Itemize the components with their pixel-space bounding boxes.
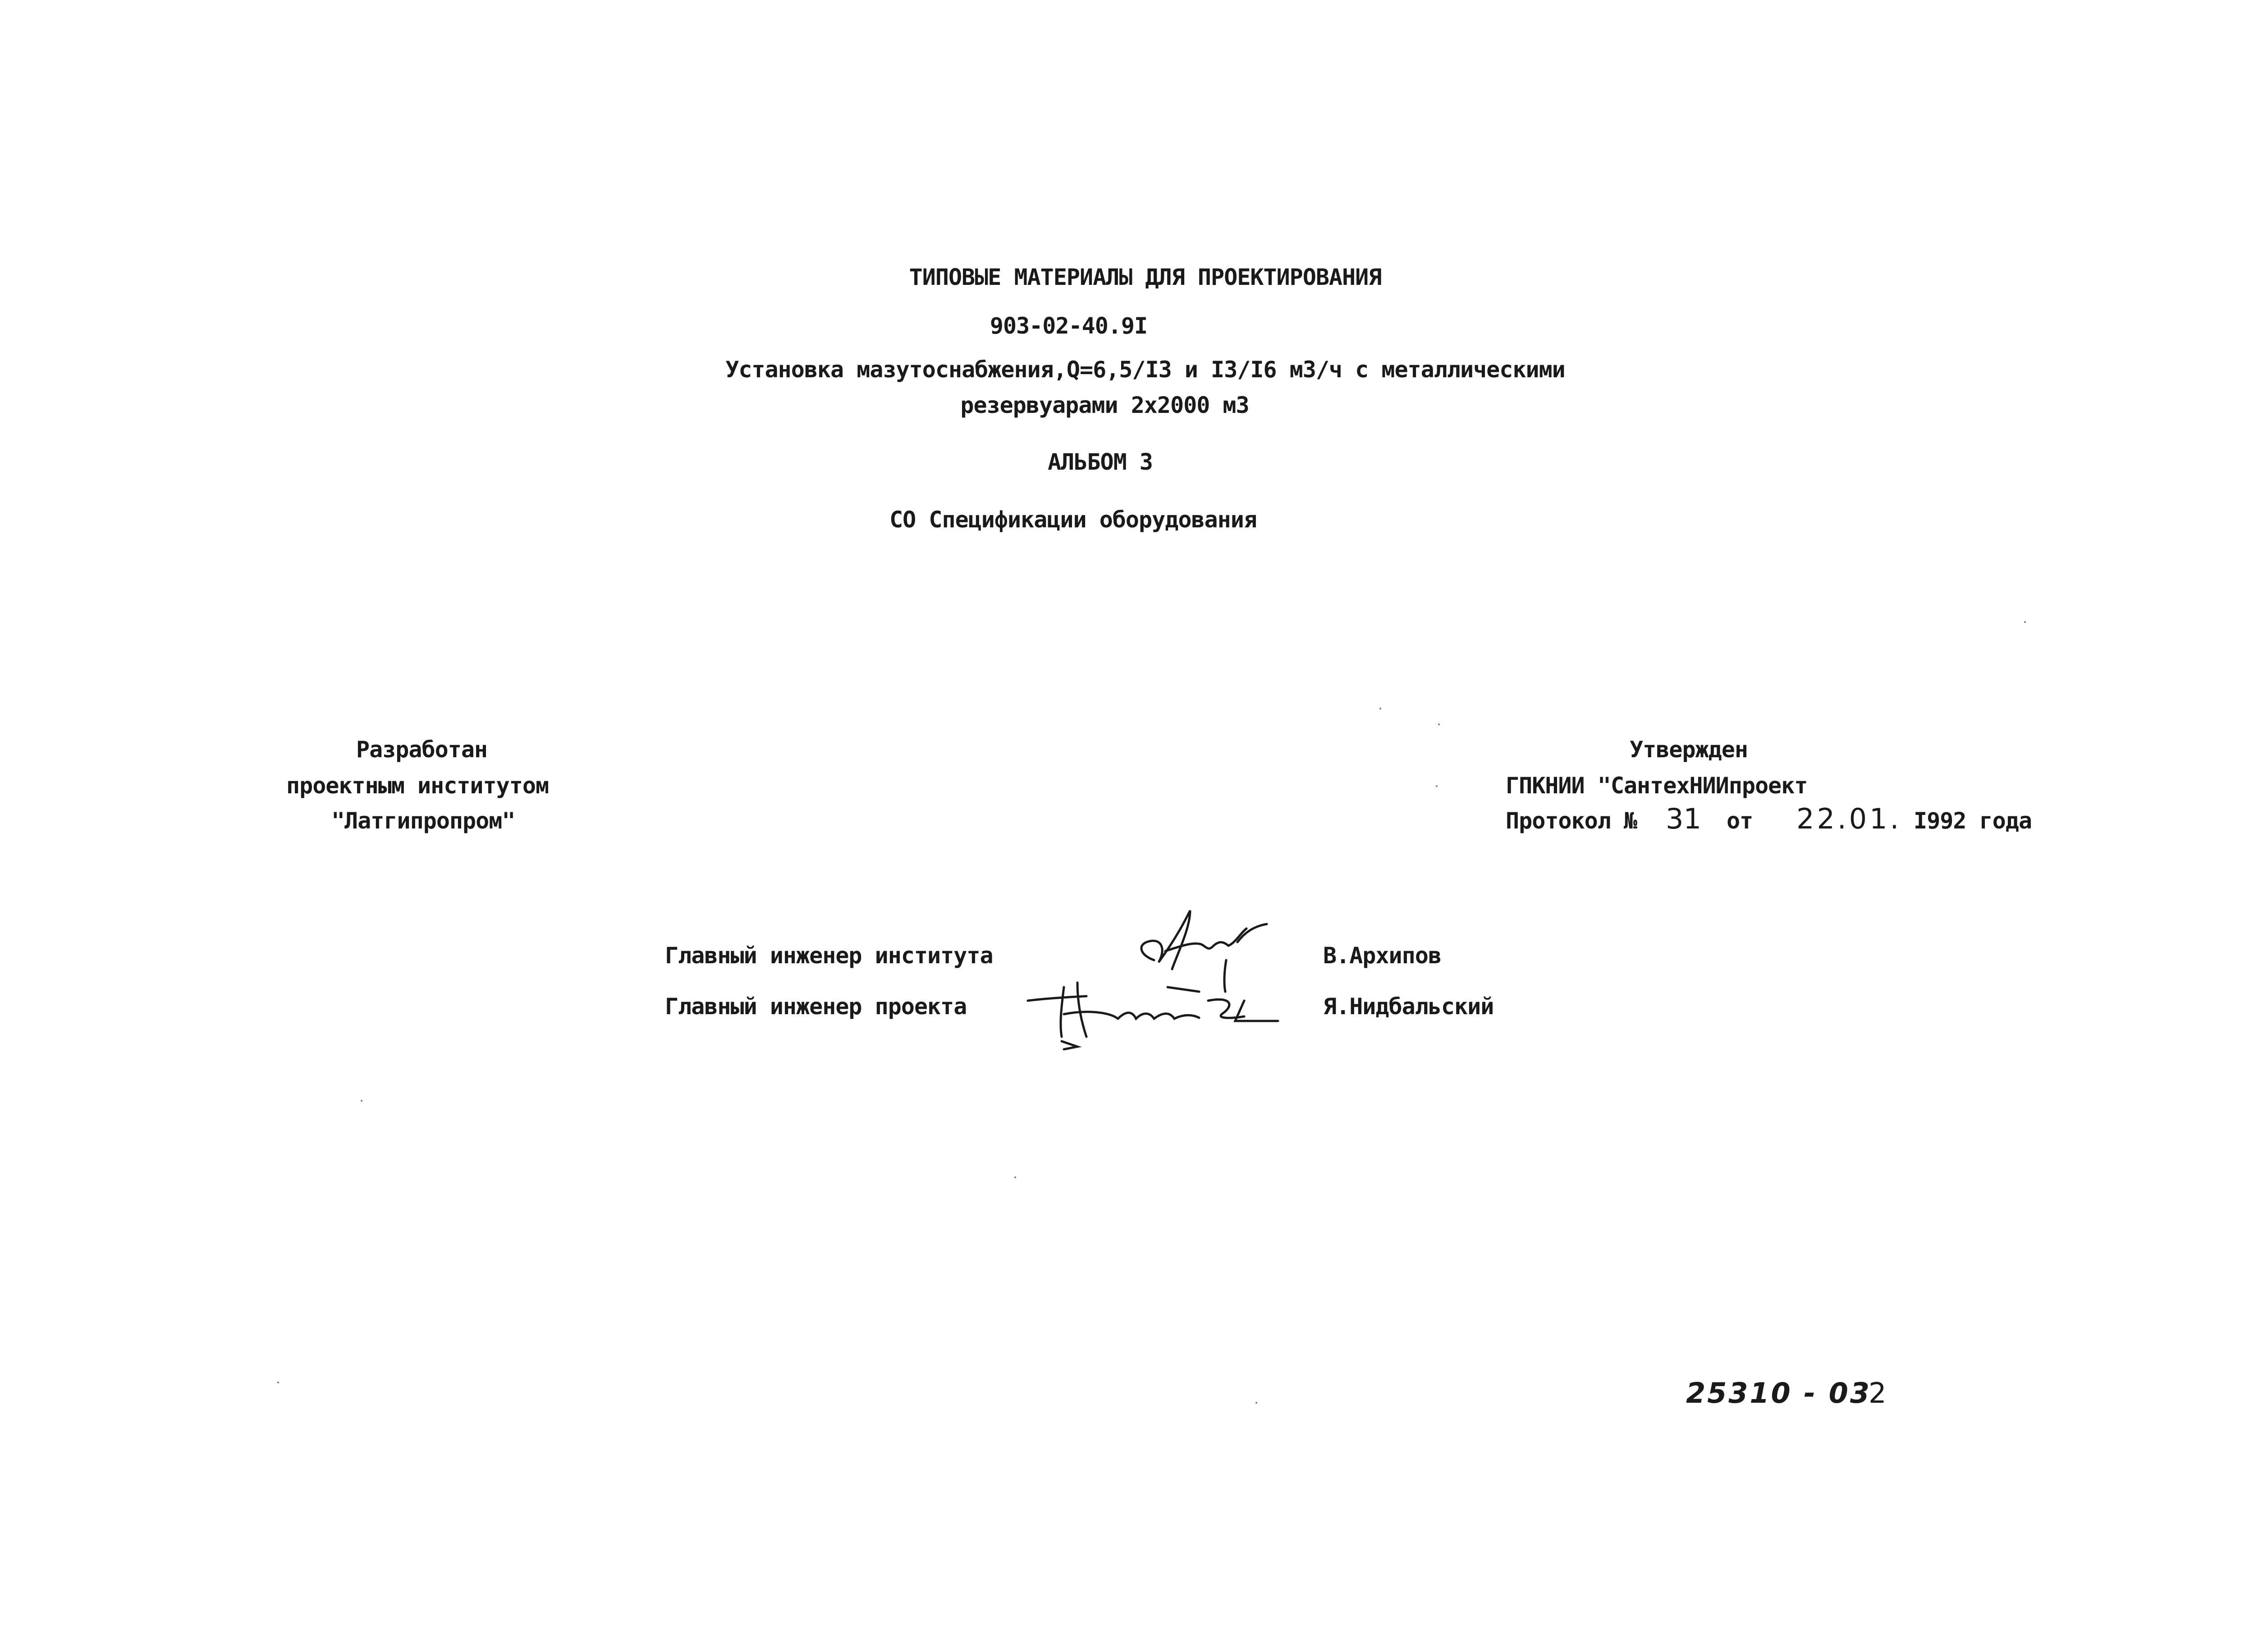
signature-role: Главный инженер института <box>665 943 993 969</box>
scan-speck <box>2024 621 2026 623</box>
protocol-number: 31 <box>1666 802 1701 835</box>
scan-speck <box>361 1100 362 1102</box>
document-title-line1: Установка мазутоснабжения,Q=6,5/I3 и I3/I6 м3/ч с металлическими <box>725 357 1565 383</box>
document-code: 903-02-40.9I <box>990 313 1148 339</box>
signature-role: Главный инженер проекта <box>665 993 967 1020</box>
album-number: АЛЬБОМ 3 <box>1048 449 1153 475</box>
protocol-prefix: Протокол № <box>1506 808 1637 834</box>
series-title: ТИПОВЫЕ МАТЕРИАЛЫ ДЛЯ ПРОЕКТИРОВАНИЯ <box>909 264 1382 290</box>
section-title: СО Спецификации оборудования <box>889 507 1257 533</box>
sheet-number: 2 <box>1869 1377 1887 1409</box>
protocol-date: 22.01. <box>1796 802 1902 835</box>
signature-image <box>1019 969 1280 1050</box>
scan-speck <box>1379 708 1381 709</box>
signature-name: Я.Нидбальский <box>1323 993 1494 1020</box>
scan-speck <box>1438 723 1440 725</box>
inventory-number: 25310 - 03 <box>1686 1377 1871 1409</box>
scan-speck <box>1255 1402 1257 1404</box>
document-title-line2: резервуарами 2х2000 м3 <box>960 392 1249 418</box>
scan-speck <box>1014 1176 1016 1178</box>
developed-institute: проектным институтом <box>286 773 549 799</box>
signature-name: В.Архипов <box>1323 943 1441 969</box>
approved-label: Утвержден <box>1630 737 1748 763</box>
scan-speck <box>277 1382 279 1383</box>
approved-organization: ГПКНИИ "СантехНИИпроект <box>1506 773 1808 799</box>
developed-institute-name: "Латгипропром" <box>331 808 515 834</box>
protocol-year: I992 года <box>1914 808 2032 834</box>
protocol-from-label: от <box>1727 808 1753 834</box>
scan-speck <box>1436 785 1438 787</box>
developed-label: Разработан <box>356 737 488 763</box>
